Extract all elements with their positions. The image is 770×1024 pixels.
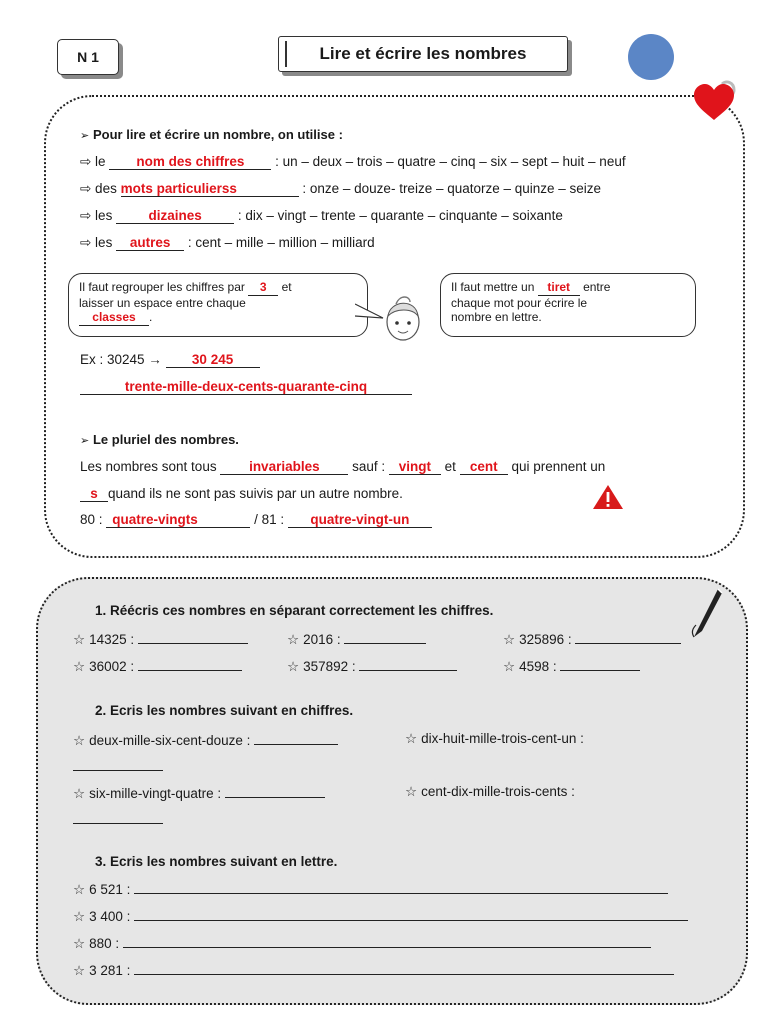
- exercise-3-title: 3. Ecris les nombres suivant en lettre.: [95, 854, 338, 869]
- lesson-tag: N 1: [57, 39, 119, 75]
- bubble-text: nombre en lettre.: [451, 310, 542, 324]
- exercise-label: dix-huit-mille-trois-cent-un :: [421, 731, 584, 746]
- plural-text: Les nombres sont tous: [80, 459, 217, 474]
- answer-field[interactable]: [73, 757, 163, 771]
- bullet-icon: ➢: [80, 435, 90, 447]
- rule-answer: mots particulierss: [121, 181, 299, 197]
- plural-answer: cent: [460, 459, 508, 475]
- plural-answer: s: [80, 486, 108, 502]
- exercise-item: [287, 657, 457, 675]
- rule-suffix: : cent – mille – million – milliard: [187, 235, 375, 250]
- exercise-item: [503, 630, 681, 648]
- heart-icon: [692, 78, 740, 126]
- star-icon: ☆: [405, 731, 418, 746]
- answer-field[interactable]: [254, 731, 338, 745]
- example-digits: 30 245: [166, 352, 260, 368]
- exercise-label: six-mille-vingt-quatre :: [89, 786, 222, 801]
- exercise-2-title: 2. Ecris les nombres suivant en chiffres.: [95, 703, 354, 718]
- bubble-answer: 3: [248, 280, 278, 296]
- answer-field[interactable]: [575, 630, 681, 644]
- rule-answer: dizaines: [116, 208, 234, 224]
- plural-label: / 81 :: [254, 512, 285, 527]
- answer-field[interactable]: [138, 630, 248, 644]
- page-title-text: Lire et écrire les nombres: [319, 44, 527, 63]
- rule-row: [80, 181, 601, 197]
- exercise-1-title: 1. Réécris ces nombres en séparant correctement les chiffres.: [95, 603, 494, 618]
- bubble-answer: classes: [79, 310, 149, 326]
- exercise-item: [405, 784, 575, 800]
- rule-prefix: ⇨ les: [80, 235, 113, 250]
- speech-bubble-right: [440, 273, 696, 337]
- plural-title: Le pluriel des nombres.: [92, 432, 239, 447]
- bubble-text: entre: [583, 280, 611, 294]
- exercise-item: [503, 657, 640, 675]
- exercise-label: 3 400 :: [89, 909, 131, 924]
- example-words: trente-mille-deux-cents-quarante-cinq: [80, 379, 412, 395]
- exercise-label: 36002 :: [89, 659, 135, 674]
- bubble-period: .: [149, 310, 153, 324]
- plural-heading: [80, 432, 239, 447]
- exercise-label: cent-dix-mille-trois-cents :: [421, 784, 575, 799]
- exercise-label: 4598 :: [519, 659, 557, 674]
- bubble-text: Il faut regrouper les chiffres par: [79, 280, 245, 294]
- plural-answer: quatre-vingt-un: [288, 512, 432, 528]
- exercise-item: [73, 657, 242, 675]
- exercise-label: 880 :: [89, 936, 120, 951]
- rule-prefix: ⇨ des: [80, 181, 117, 196]
- example-label: Ex : 30245 →: [80, 352, 162, 367]
- girl-face-icon: [380, 292, 426, 348]
- exercise-item: [405, 731, 584, 747]
- exercise-label: 357892 :: [303, 659, 356, 674]
- plural-answer: quatre-vingts: [106, 512, 250, 528]
- warning-icon: [592, 484, 624, 510]
- rule-prefix: ⇨ les: [80, 208, 113, 223]
- answer-field[interactable]: [134, 961, 674, 975]
- answer-field[interactable]: [560, 657, 640, 671]
- rule-row: [80, 235, 375, 251]
- rule-suffix: : onze – douze- treize – quatorze – quinze – seize: [302, 181, 602, 196]
- star-icon: ☆: [73, 963, 86, 978]
- bubble-answer: tiret: [538, 280, 580, 296]
- title-bar-deco: [285, 41, 287, 67]
- speech-bubble-left: [68, 273, 368, 337]
- rule-suffix: : dix – vingt – trente – quarante – cinquante – soixante: [237, 208, 563, 223]
- star-icon: ☆: [503, 659, 516, 674]
- plural-text: quand ils ne sont pas suivis par un autre nombre.: [108, 486, 403, 501]
- intro-line: [80, 127, 343, 142]
- plural-label: 80 :: [80, 512, 103, 527]
- rule-answer: autres: [116, 235, 184, 251]
- plural-rule-line-2: [80, 486, 403, 502]
- plural-rule-line: [80, 459, 605, 475]
- answer-field[interactable]: [73, 810, 163, 824]
- example-line: [80, 352, 260, 368]
- plural-answer: vingt: [389, 459, 441, 475]
- exercise-label: 3 281 :: [89, 963, 131, 978]
- exercise-label: 6 521 :: [89, 882, 131, 897]
- bubble-text: Il faut mettre un: [451, 280, 535, 294]
- pen-icon: [688, 585, 724, 641]
- plural-text: sauf :: [352, 459, 386, 474]
- example-words-line: [80, 379, 412, 395]
- answer-field[interactable]: [134, 880, 668, 894]
- answer-field[interactable]: [138, 657, 242, 671]
- rule-answer: nom des chiffres: [109, 154, 271, 170]
- rule-suffix: : un – deux – trois – quatre – cinq – six – sept – huit – neuf: [275, 154, 626, 169]
- star-icon: ☆: [405, 784, 418, 799]
- rule-row: [80, 154, 626, 170]
- star-icon: ☆: [503, 632, 516, 647]
- exercise-item: [73, 907, 688, 925]
- star-icon: ☆: [287, 632, 300, 647]
- exercise-label: 14325 :: [89, 632, 135, 647]
- answer-field[interactable]: [134, 907, 688, 921]
- bullet-icon: ➢: [80, 130, 90, 142]
- exercise-label: deux-mille-six-cent-douze :: [89, 733, 251, 748]
- rule-row: [80, 208, 563, 224]
- star-icon: ☆: [287, 659, 300, 674]
- star-icon: ☆: [73, 659, 86, 674]
- intro-text: Pour lire et écrire un nombre, on utilise :: [92, 127, 343, 142]
- star-icon: ☆: [73, 733, 86, 748]
- page-title: [278, 36, 568, 72]
- exercise-item: [287, 630, 426, 648]
- exercise-label: 2016 :: [303, 632, 341, 647]
- star-icon: ☆: [73, 786, 86, 801]
- exercise-item: [73, 961, 674, 979]
- answer-field[interactable]: [344, 630, 426, 644]
- rule-prefix: ⇨ le: [80, 154, 106, 169]
- star-icon: ☆: [73, 909, 86, 924]
- blue-circle: [628, 34, 674, 80]
- exercise-item: [73, 731, 338, 749]
- star-icon: ☆: [73, 936, 86, 951]
- plural-text: qui prennent un: [511, 459, 606, 474]
- exercise-item: [73, 630, 248, 648]
- star-icon: ☆: [73, 632, 86, 647]
- answer-field[interactable]: [225, 784, 325, 798]
- answer-field[interactable]: [123, 934, 651, 948]
- exercise-item: [73, 934, 651, 952]
- exercise-item: [73, 880, 668, 898]
- exercise-label: 325896 :: [519, 632, 572, 647]
- bubble-text: chaque mot pour écrire le: [451, 296, 588, 310]
- answer-field[interactable]: [359, 657, 457, 671]
- exercise-item: [73, 784, 325, 802]
- bubble-text: laisser un espace entre chaque: [79, 296, 246, 310]
- star-icon: ☆: [73, 882, 86, 897]
- plural-answer: invariables: [220, 459, 348, 475]
- plural-examples-line: [80, 512, 432, 528]
- bubble-text: et: [281, 280, 292, 294]
- plural-text: et: [444, 459, 456, 474]
